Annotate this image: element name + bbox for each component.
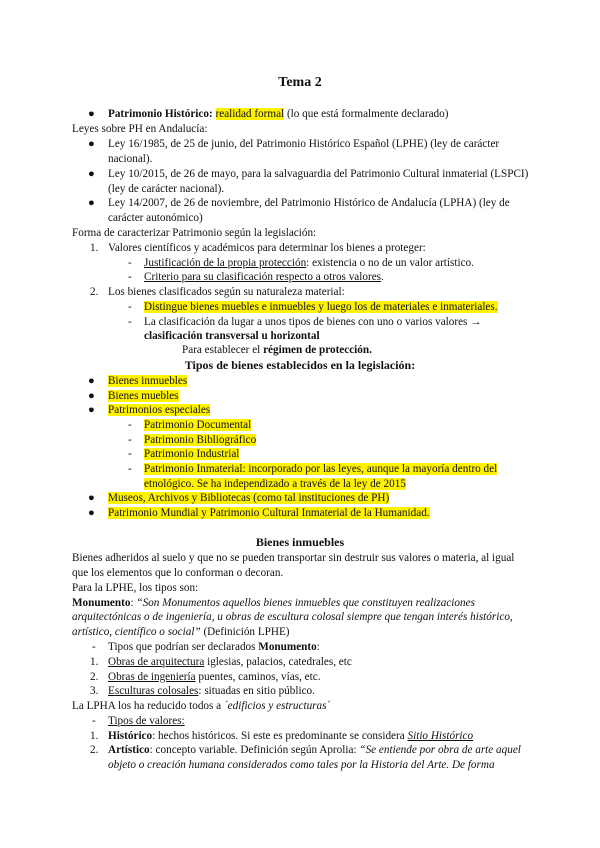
lpha-reduce: La LPHA los ha reducido todos a ´edificios y estructuras´ <box>72 700 331 712</box>
dash: - <box>128 257 132 269</box>
tipo-museos: Museos, Archivos y Bibliotecas (como tal instituciones de PH) <box>108 492 390 504</box>
bullet: ● <box>88 197 95 209</box>
especial-industrial: Patrimonio Industrial <box>144 448 240 460</box>
declarados: Tipos que podrían ser declarados Monumento: <box>108 641 320 653</box>
dash: - <box>128 419 132 431</box>
especial-documental: Patrimonio Documental <box>144 419 252 431</box>
bullet: ● <box>88 108 95 120</box>
tipo-especiales: Patrimonios especiales <box>108 404 211 416</box>
dash: - <box>92 715 96 727</box>
item2-sub1: Distingue bienes muebles e inmuebles y luego los de materiales e inmateriales. <box>144 301 498 313</box>
ley-2-line2: (ley de carácter nacional). <box>108 183 225 195</box>
inmuebles-p1: Bienes adheridos al suelo y que no se pueden transportar sin destruir sus valores o materia, al igual <box>72 552 515 564</box>
bullet: ● <box>88 492 95 504</box>
dash: - <box>128 271 132 283</box>
item2-sub3: Para establecer el régimen de protección. <box>182 344 372 356</box>
ley-1-line2: nacional). <box>108 153 153 165</box>
list-number: 2. <box>90 286 99 298</box>
dash: - <box>92 641 96 653</box>
monumento-def-3: artístico, científico o social” (Definición LPHE) <box>72 626 290 638</box>
inmuebles-p3: Para la LPHE, los tipos son: <box>72 582 199 594</box>
ley-1-line1: Ley 16/1985, de 25 de junio, del Patrimonio Histórico Español (LPHE) (ley de carácter <box>108 138 500 150</box>
monlist-1: Obras de arquitectura iglesias, palacios, catedrales, etc <box>108 656 352 668</box>
monlist-2: Obras de ingeniería puentes, caminos, vías, etc. <box>108 671 321 683</box>
leyes-heading: Leyes sobre PH en Andalucía: <box>72 123 208 135</box>
ley-3-line1: Ley 14/2007, de 26 de noviembre, del Patrimonio Histórico de Andalucía (LPHA) (ley de <box>108 197 510 209</box>
dash: - <box>128 434 132 446</box>
bullet: ● <box>88 507 95 519</box>
tipos-heading: Tipos de bienes establecidos en la legislación: <box>184 358 416 372</box>
bullet: ● <box>88 168 95 180</box>
monumento-def-2: arquitectónicas o de ingeniería, u obras de escultura colosal siempre que tengan interés histórico, <box>72 611 513 623</box>
especial-inmaterial: Patrimonio Inmaterial: incorporado por las leyes, aunque la mayoría dentro del <box>144 463 498 475</box>
list-number: 3. <box>90 685 99 697</box>
inmuebles-heading: Bienes inmuebles <box>255 535 345 549</box>
item2-sub2: La clasificación da lugar a unos tipos de bienes con uno o varios valores → <box>144 316 482 328</box>
item1-sub1: Justificación de la propia protección: existencia o no de un valor artístico. <box>144 257 474 269</box>
dash: - <box>128 463 132 475</box>
especial-inmaterial-2: etnológico. Se ha independizado a través de la ley de 2015 <box>144 478 406 490</box>
list-number: 1. <box>90 656 99 668</box>
ph-highlight: realidad formal <box>215 108 285 120</box>
forma-heading: Forma de caracterizar Patrimonio según la legislación: <box>72 227 317 239</box>
bullet: ● <box>88 138 95 150</box>
ley-2-line1: Ley 10/2015, de 26 de mayo, para la salvaguardia del Patrimonio Cultural inmaterial (LSPCI) <box>108 168 529 180</box>
list-number: 2. <box>90 744 99 756</box>
item1-sub2: Criterio para su clasificación respecto a otros valores. <box>144 271 384 283</box>
valor-artistico-2: objeto o creación humana considerados como tales por la Historia del Arte. De forma <box>108 759 495 771</box>
monumento-def: Monumento: “Son Monumentos aquellos bienes inmuebles que constituyen realizaciones <box>72 597 475 609</box>
monlist-3: Esculturas colosales: situadas en sitio público. <box>108 685 315 697</box>
dash: - <box>128 316 132 328</box>
list-number: 2. <box>90 671 99 683</box>
bullet: ● <box>88 390 95 402</box>
list-number: 1. <box>90 242 99 254</box>
tipos-valores: Tipos de valores: <box>108 715 185 727</box>
ph-definition <box>108 107 448 122</box>
bullet: ● <box>88 375 95 387</box>
item1-text: Valores científicos y académicos para determinar los bienes a proteger: <box>108 242 426 254</box>
tipo-mundial: Patrimonio Mundial y Patrimonio Cultural Inmaterial de la Humanidad. <box>108 507 430 519</box>
inmuebles-p2: que los elementos que lo conforman o decoran. <box>72 567 284 579</box>
item2-text: Los bienes clasificados según su naturaleza material: <box>108 286 345 298</box>
bullet: ● <box>88 404 95 416</box>
valor-artistico: Artístico: concepto variable. Definición según Aprolia: “Se entiende por obra de arte aquel <box>108 744 521 756</box>
tipo-inmuebles: Bienes inmuebles <box>108 375 188 387</box>
page-title: Tema 2 <box>278 75 322 90</box>
valor-historico: Histórico: hechos históricos. Si este es predominante se considera Sitio Histórico <box>108 730 474 742</box>
especial-bibliografico: Patrimonio Bibliográfico <box>144 434 257 446</box>
item2-sub2-bold: clasificación transversal u horizontal <box>144 330 320 342</box>
dash: - <box>128 301 132 313</box>
ph-rest: (lo que está formalmente declarado) <box>284 108 449 120</box>
tipo-muebles: Bienes muebles <box>108 390 179 402</box>
dash: - <box>128 448 132 460</box>
list-number: 1. <box>90 730 99 742</box>
ley-3-line2: carácter autonómico) <box>108 212 203 224</box>
ph-label: Patrimonio Histórico: <box>108 108 213 120</box>
